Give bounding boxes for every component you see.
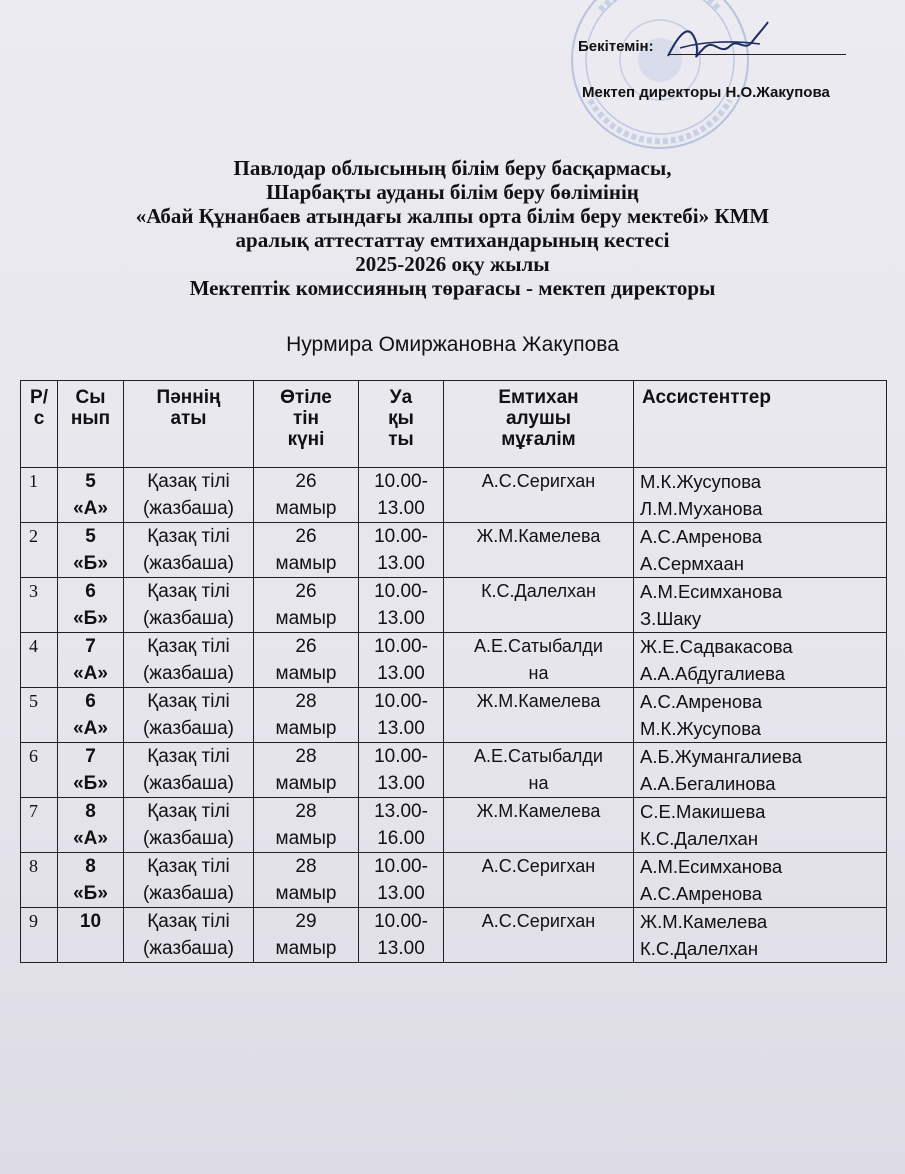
cell-text: Қазақ тілі [147, 691, 230, 712]
cell-text: 13.00- [374, 801, 428, 822]
cell-text: М.К.Жусупова [640, 718, 762, 739]
class-cell [58, 688, 124, 743]
date-cell [254, 798, 359, 853]
cell-text: 28 [295, 746, 317, 767]
cell-text: 26 [295, 526, 317, 547]
table-row [21, 578, 887, 633]
cell-text: 10 [79, 911, 102, 932]
cell-text: мамыр [275, 608, 337, 629]
cell-text: (жазбаша) [142, 608, 235, 629]
assistants-cell [634, 578, 887, 633]
cell-text: Қазақ тілі [147, 911, 230, 932]
date-cell [254, 468, 359, 523]
cell-text: мамыр [275, 938, 337, 959]
subject-cell [124, 523, 254, 578]
cell-text: А.С.Серигхан [481, 856, 596, 876]
assistants-cell [634, 908, 887, 963]
table-row [21, 853, 887, 908]
cell-text: А.М.Есимханова [640, 581, 783, 602]
class-cell [58, 523, 124, 578]
date-cell [254, 908, 359, 963]
table-row [21, 523, 887, 578]
cell-text: Ж.М.Камелева [476, 801, 601, 821]
cell-text: Қазақ тілі [147, 526, 230, 547]
cell-text: 10.00- [374, 471, 428, 492]
cell-text: 10.00- [374, 746, 428, 767]
cell-text: 10.00- [374, 691, 428, 712]
header-text: тін [292, 408, 320, 429]
teacher-cell [444, 798, 634, 853]
cell-text: 26 [295, 636, 317, 657]
header-assistants [634, 381, 887, 468]
header-text: алушы [505, 408, 571, 429]
assistants-cell [634, 743, 887, 798]
cell-text: 10.00- [374, 526, 428, 547]
cell-text: «А» [73, 498, 108, 519]
cell-text: 6 [85, 691, 96, 712]
row-number-cell [21, 468, 58, 523]
teacher-cell [444, 523, 634, 578]
class-cell [58, 633, 124, 688]
cell-text: 13.00 [377, 608, 425, 629]
table-row [21, 743, 887, 798]
cell-text: Қазақ тілі [147, 856, 230, 877]
row-number-cell [21, 688, 58, 743]
cell-text: 5 [29, 691, 38, 711]
cell-text: «Б» [73, 608, 108, 629]
cell-text: А.Б.Жумангалиева [640, 746, 802, 767]
header-text: Өтіле [280, 387, 332, 408]
time-cell [359, 578, 444, 633]
time-cell [359, 523, 444, 578]
cell-text: 1 [29, 471, 38, 491]
header-text: ты [388, 429, 414, 450]
row-number-cell [21, 523, 58, 578]
header-text: нып [70, 408, 111, 429]
heading-line: аралық аттестаттау емтихандарының кестесі [235, 228, 670, 252]
header-text: Уа [389, 387, 413, 408]
cell-text: 10.00- [374, 581, 428, 602]
header-text: Р/ [30, 387, 48, 408]
header-text: қы [388, 408, 414, 429]
table-row [21, 633, 887, 688]
director-signature [660, 12, 770, 72]
cell-text: А.Е.Сатыбалди [474, 746, 603, 766]
header-text: Ассистенттер [642, 387, 771, 408]
cell-text: мамыр [275, 773, 337, 794]
cell-text: Қазақ тілі [147, 636, 230, 657]
cell-text: Қазақ тілі [147, 581, 230, 602]
cell-text: 10.00- [374, 636, 428, 657]
cell-text: 26 [295, 471, 317, 492]
cell-text: А.С.Серигхан [481, 471, 596, 491]
cell-text: А.С.Серигхан [481, 911, 596, 931]
table-row [21, 688, 887, 743]
date-cell [254, 853, 359, 908]
heading-line: Шарбақты ауданы білім беру бөлімінің [266, 180, 639, 204]
cell-text: Ж.М.Камелева [476, 691, 601, 711]
cell-text: 13.00 [377, 663, 425, 684]
cell-text: мамыр [275, 718, 337, 739]
teacher-cell [444, 633, 634, 688]
cell-text: (жазбаша) [142, 498, 235, 519]
cell-text: 2 [29, 526, 38, 546]
class-cell [58, 798, 124, 853]
director-label: Мектеп директоры Н.О.Жакупова [582, 84, 830, 101]
cell-text: С.Е.Макишева [640, 801, 766, 822]
cell-text: 29 [295, 911, 317, 932]
cell-text: К.С.Далелхан [640, 828, 759, 849]
cell-text: «А» [73, 663, 108, 684]
cell-text: 28 [295, 856, 317, 877]
subject-cell [124, 688, 254, 743]
assistants-cell [634, 633, 887, 688]
cell-text: 28 [295, 801, 317, 822]
cell-text: Ж.М.Камелева [476, 526, 601, 546]
subject-cell [124, 468, 254, 523]
cell-text: 7 [29, 801, 38, 821]
assistants-cell [634, 853, 887, 908]
subject-cell [124, 798, 254, 853]
teacher-cell [444, 578, 634, 633]
date-cell [254, 523, 359, 578]
cell-text: 7 [85, 636, 96, 657]
teacher-cell [444, 468, 634, 523]
time-cell [359, 633, 444, 688]
class-cell [58, 908, 124, 963]
header-text: Пәннің [156, 387, 221, 408]
header-teacher [444, 381, 634, 468]
header-text: Сы [75, 387, 106, 408]
cell-text: Л.М.Муханова [640, 498, 763, 519]
subject-cell [124, 633, 254, 688]
cell-text: А.Е.Сатыбалди [474, 636, 603, 656]
heading-line: «Абай Құнанбаев атындағы жалпы орта білім беру мектебі» КММ [135, 204, 770, 228]
date-cell [254, 633, 359, 688]
cell-text: «А» [73, 828, 108, 849]
teacher-cell [444, 908, 634, 963]
time-cell [359, 853, 444, 908]
cell-text: 5 [85, 526, 96, 547]
cell-text: мамыр [275, 883, 337, 904]
cell-text: 6 [85, 581, 96, 602]
time-cell [359, 688, 444, 743]
cell-text: Қазақ тілі [147, 801, 230, 822]
header-text: күні [287, 429, 325, 450]
cell-text: А.С.Амренова [640, 526, 763, 547]
cell-text: А.А.Бегалинова [640, 773, 776, 794]
subject-cell [124, 743, 254, 798]
cell-text: на [528, 773, 549, 793]
cell-text: (жазбаша) [142, 773, 235, 794]
cell-text: (жазбаша) [142, 718, 235, 739]
cell-text: М.К.Жусупова [640, 471, 762, 492]
cell-text: 13.00 [377, 938, 425, 959]
row-number-cell [21, 908, 58, 963]
cell-text: мамыр [275, 498, 337, 519]
approve-label: Бекітемін: [578, 38, 654, 55]
time-cell [359, 468, 444, 523]
cell-text: 6 [29, 746, 38, 766]
cell-text: 10.00- [374, 856, 428, 877]
subject-cell [124, 578, 254, 633]
header-class [58, 381, 124, 468]
cell-text: Қазақ тілі [147, 746, 230, 767]
cell-text: 8 [85, 856, 96, 877]
time-cell [359, 743, 444, 798]
row-number-cell [21, 578, 58, 633]
cell-text: (жазбаша) [142, 828, 235, 849]
cell-text: З.Шаку [640, 608, 702, 629]
table-header-row [21, 381, 887, 468]
class-cell [58, 743, 124, 798]
cell-text: 13.00 [377, 553, 425, 574]
assistants-cell [634, 798, 887, 853]
cell-text: 26 [295, 581, 317, 602]
header-number [21, 381, 58, 468]
cell-text: 28 [295, 691, 317, 712]
cell-text: 3 [29, 581, 38, 601]
cell-text: А.А.Абдугалиева [640, 663, 786, 684]
cell-text: Ж.Е.Садвакасова [640, 636, 793, 657]
table-row [21, 908, 887, 963]
table-body [21, 468, 887, 963]
cell-text: 13.00 [377, 498, 425, 519]
chair-name: Нурмира Омиржановна Жакупова [286, 333, 619, 356]
cell-text: (жазбаша) [142, 663, 235, 684]
header-date [254, 381, 359, 468]
header-time [359, 381, 444, 468]
header-text: аты [170, 408, 207, 429]
cell-text: мамыр [275, 663, 337, 684]
cell-text: 9 [29, 911, 38, 931]
cell-text: К.С.Далелхан [481, 581, 596, 601]
cell-text: «Б» [73, 773, 108, 794]
cell-text: А.С.Амренова [640, 883, 763, 904]
assistants-cell [634, 688, 887, 743]
exam-schedule-table [20, 380, 887, 963]
class-cell [58, 578, 124, 633]
subject-cell [124, 853, 254, 908]
header-text: с [33, 408, 45, 429]
teacher-cell [444, 743, 634, 798]
cell-text: «А» [73, 718, 108, 739]
cell-text: мамыр [275, 553, 337, 574]
class-cell [58, 468, 124, 523]
row-number-cell [21, 798, 58, 853]
cell-text: 16.00 [377, 828, 425, 849]
table-row [21, 798, 887, 853]
cell-text: (жазбаша) [142, 938, 235, 959]
teacher-cell [444, 853, 634, 908]
cell-text: А.С.Амренова [640, 691, 763, 712]
cell-text: (жазбаша) [142, 553, 235, 574]
teacher-cell [444, 688, 634, 743]
cell-text: (жазбаша) [142, 883, 235, 904]
header-subject [124, 381, 254, 468]
cell-text: «Б» [73, 553, 108, 574]
date-cell [254, 743, 359, 798]
cell-text: 13.00 [377, 883, 425, 904]
document-heading [0, 156, 905, 300]
cell-text: 4 [29, 636, 38, 656]
cell-text: 13.00 [377, 718, 425, 739]
cell-text: Ж.М.Камелева [640, 911, 768, 932]
class-cell [58, 853, 124, 908]
cell-text: К.С.Далелхан [640, 938, 759, 959]
cell-text: 5 [85, 471, 96, 492]
time-cell [359, 908, 444, 963]
assistants-cell [634, 523, 887, 578]
row-number-cell [21, 853, 58, 908]
header-text: Емтихан [498, 387, 579, 408]
table-row [21, 468, 887, 523]
header-text: мұғалім [501, 429, 576, 450]
time-cell [359, 798, 444, 853]
heading-line: Мектептік комиссияның төрағасы - мектеп директоры [189, 276, 716, 300]
cell-text: 13.00 [377, 773, 425, 794]
cell-text: 10.00- [374, 911, 428, 932]
cell-text: Қазақ тілі [147, 471, 230, 492]
row-number-cell [21, 633, 58, 688]
heading-line: Павлодар облысының білім беру басқармасы, [233, 156, 672, 180]
cell-text: 8 [29, 856, 38, 876]
row-number-cell [21, 743, 58, 798]
cell-text: 8 [85, 801, 96, 822]
date-cell [254, 688, 359, 743]
assistants-cell [634, 468, 887, 523]
cell-text: «Б» [73, 883, 108, 904]
subject-cell [124, 908, 254, 963]
cell-text: А.М.Есимханова [640, 856, 783, 877]
cell-text: на [528, 663, 549, 683]
cell-text: А.Сермхаан [640, 553, 744, 574]
heading-line: 2025-2026 оқу жылы [355, 252, 550, 276]
cell-text: 7 [85, 746, 96, 767]
cell-text: мамыр [275, 828, 337, 849]
date-cell [254, 578, 359, 633]
